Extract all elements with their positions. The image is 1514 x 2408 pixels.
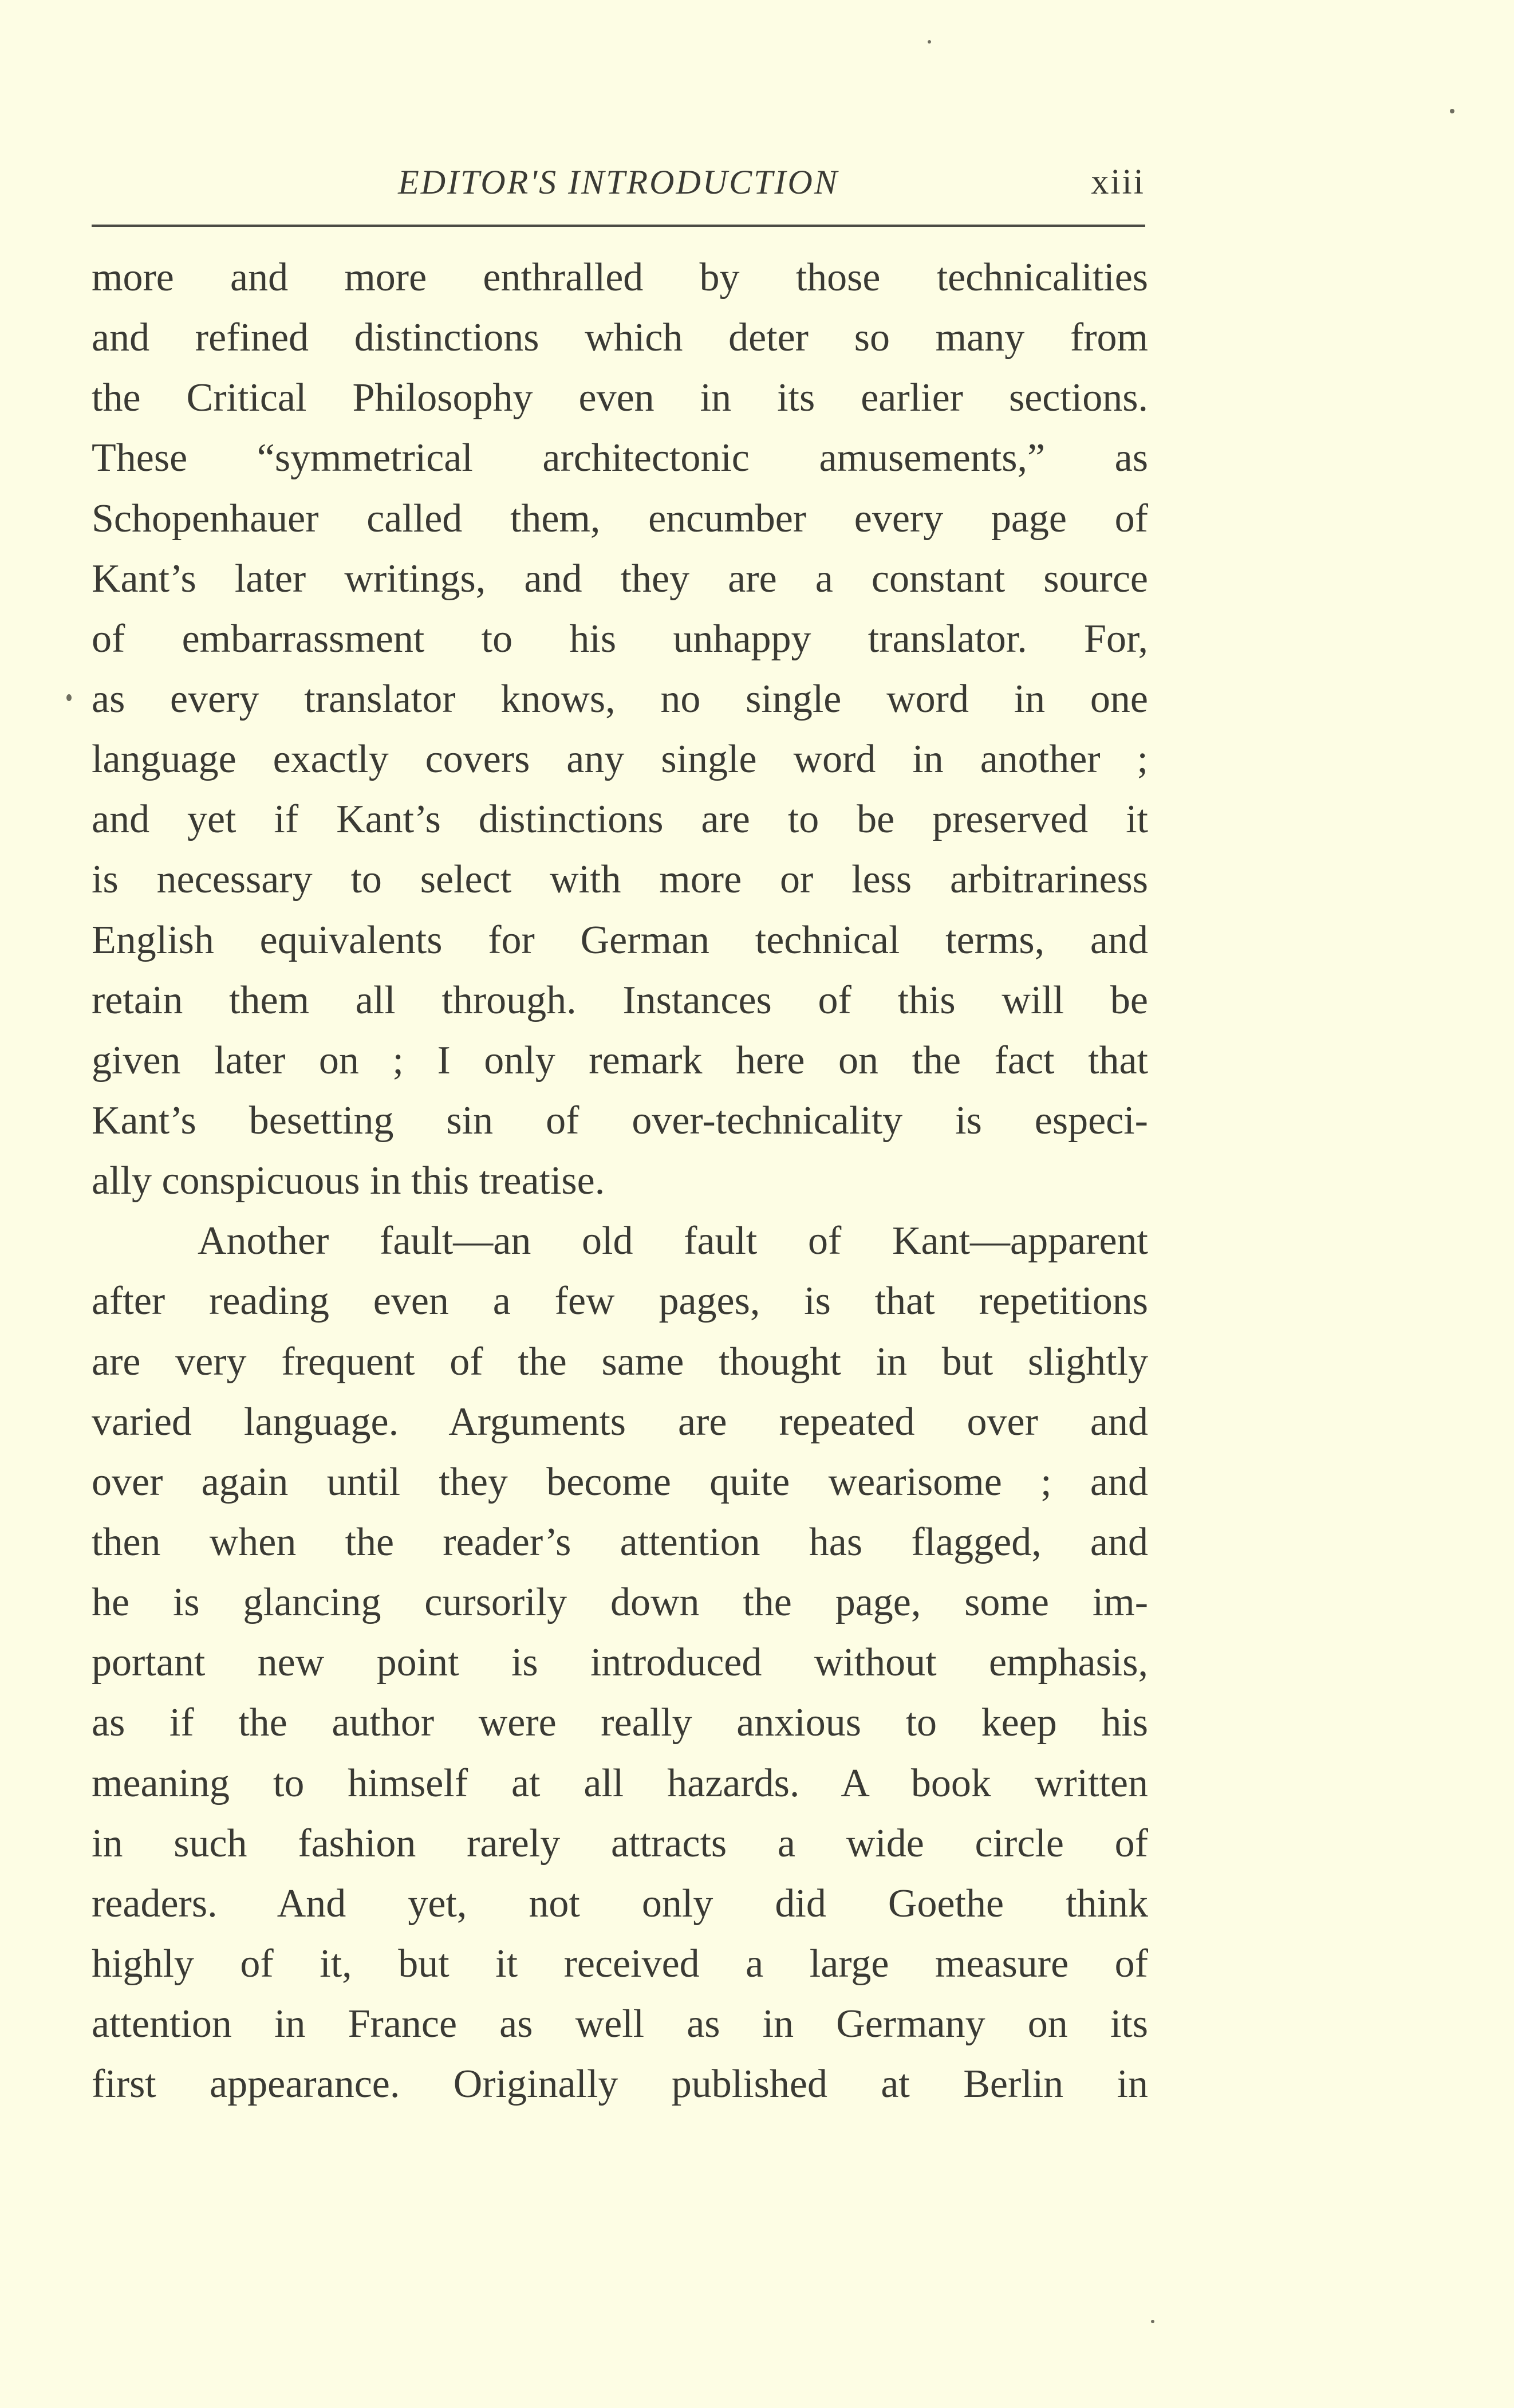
text-line: language exactly covers any single word in another ; xyxy=(92,737,1148,782)
text-line: varied language. Arguments are repeated over and xyxy=(92,1399,1148,1444)
text-line: as if the author were really anxious to keep his xyxy=(92,1701,1148,1745)
running-head xyxy=(92,155,1145,206)
text-line: Kant’s besetting sin of over-technicality is especi- xyxy=(92,1098,1148,1143)
text-line: given later on ; I only remark here on the fact that xyxy=(92,1038,1148,1083)
body-text xyxy=(92,247,1148,2114)
text-line: he is glancing cursorily down the page, some im- xyxy=(92,1580,1148,1625)
text-line: over again until they become quite wearisome ; and xyxy=(92,1459,1148,1504)
text-line: attention in France as well as in Germany on its xyxy=(92,2002,1148,2047)
text-line: the Critical Philosophy even in its earlier sections. xyxy=(92,376,1148,420)
text-line: retain them all through. Instances of this will be xyxy=(92,978,1148,1022)
text-line: readers. And yet, not only did Goethe think xyxy=(92,1881,1148,1926)
text-line: highly of it, but it received a large measure of xyxy=(92,1941,1148,1986)
text-line: English equivalents for German technical terms, and xyxy=(92,918,1148,962)
paragraph-first-line: Another fault—an old fault of Kant—apparent xyxy=(198,1219,1148,1264)
text-line: are very frequent of the same thought in but slightly xyxy=(92,1339,1148,1384)
text-line: first appearance. Originally published at Berlin in xyxy=(92,2062,1148,2107)
paper-speck xyxy=(1151,2320,1154,2323)
text-line: is necessary to select with more or less arbitrariness xyxy=(92,857,1148,902)
text-line: as every translator knows, no single word in one xyxy=(92,676,1148,721)
text-line: of embarrassment to his unhappy translator. For, xyxy=(92,616,1148,661)
text-line: after reading even a few pages, is that repetitions xyxy=(92,1279,1148,1324)
text-line: meaning to himself at all hazards. A book written xyxy=(92,1761,1148,1805)
text-line: ally conspicuous in this treatise. xyxy=(92,1159,605,1203)
text-line: portant new point is introduced without emphasis, xyxy=(92,1640,1148,1685)
page-number: xiii xyxy=(1091,163,1145,202)
text-line: then when the reader’s attention has flagged, and xyxy=(92,1520,1148,1564)
text-line: Schopenhauer called them, encumber every page of xyxy=(92,496,1148,541)
running-title: EDITOR'S INTRODUCTION xyxy=(398,163,839,201)
header-rule xyxy=(92,225,1145,227)
text-line: These “symmetrical architectonic amusements,” as xyxy=(92,436,1148,481)
text-line: more and more enthralled by those technicalities xyxy=(92,255,1148,300)
text-line: in such fashion rarely attracts a wide circle of xyxy=(92,1821,1148,1866)
text-line: and yet if Kant’s distinctions are to be preserved it xyxy=(92,797,1148,842)
paper-speck xyxy=(66,694,72,701)
text-line: and refined distinctions which deter so many from xyxy=(92,316,1148,360)
paper-speck xyxy=(928,40,931,44)
text-line: Kant’s later writings, and they are a constant source xyxy=(92,556,1148,601)
paper-speck xyxy=(1450,109,1454,113)
